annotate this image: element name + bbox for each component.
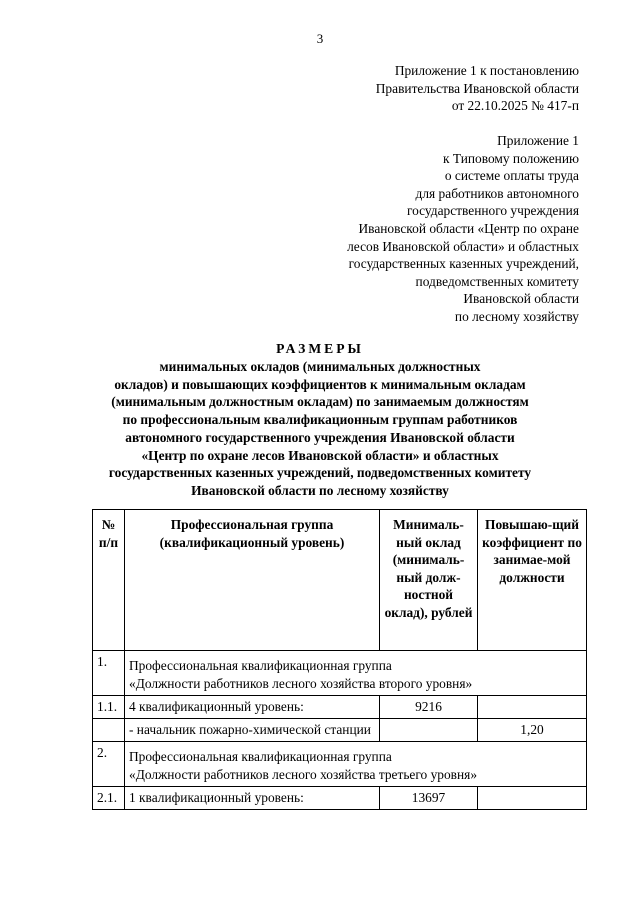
salary-rates-table [92, 509, 587, 810]
raising-coefficient [478, 787, 587, 810]
subtitle-line: автономного государственного учреждения Ивановской области [125, 429, 515, 445]
qualification-level: 1 квалификационный уровень: [125, 787, 380, 810]
appendix-line: для работников автономного [415, 185, 579, 201]
appendix-line: о системе оплаты труда [444, 168, 579, 184]
appendix-line: к Типовому положению [443, 150, 579, 166]
appendix-header-resolution [376, 62, 579, 115]
table-header-row [93, 510, 587, 651]
row-number: 1. [93, 651, 125, 696]
position-name: - начальник пожарно-химической станции [125, 719, 380, 742]
appendix-line: по лесному хозяйству [454, 308, 579, 324]
row-number: 2.1. [93, 787, 125, 810]
header-raising-coefficient: Повышаю-щий коэффициент по занимае-мой должности [478, 510, 587, 651]
row-number [93, 719, 125, 742]
group-title [125, 742, 587, 787]
subtitle-line: государственных казенных учреждений, подведомственных комитету [108, 465, 532, 481]
appendix-line: Ивановской области [463, 291, 579, 307]
appendix-line: Приложение 1 к постановлению [394, 63, 579, 78]
header-number: № п/п [93, 510, 125, 651]
group-title-line: Профессиональная квалификационная группа [129, 749, 392, 764]
subtitle-line: по профессиональным квалификационным группам работников [122, 412, 518, 428]
subtitle-line: «Центр по охране лесов Ивановской области» и областных [141, 447, 499, 463]
subtitle-line: Ивановской области по лесному хозяйству [191, 482, 449, 498]
minimum-salary: 13697 [380, 787, 478, 810]
raising-coefficient: 1,20 [478, 719, 587, 742]
minimum-salary [380, 719, 478, 742]
group-title-line: «Должности работников лесного хозяйства третьего уровня» [129, 767, 478, 782]
document-title: РАЗМЕРЫ [276, 341, 364, 356]
appendix-line: государственного учреждения [406, 203, 579, 219]
page-number: 3 [316, 31, 324, 46]
table-row [93, 742, 587, 787]
table-row [93, 719, 587, 742]
group-title-line: Профессиональная квалификационная группа [129, 658, 392, 673]
appendix-line: от 22.10.2025 № 417-п [451, 98, 579, 114]
document-subtitle [0, 358, 640, 500]
subtitle-line: окладов) и повышающих коэффициентов к минимальным окладам [114, 376, 526, 392]
table-row [93, 787, 587, 810]
minimum-salary: 9216 [380, 696, 478, 719]
row-number: 2. [93, 742, 125, 787]
appendix-line: Правительства Ивановской области [375, 80, 579, 96]
table-row [93, 696, 587, 719]
appendix-line: лесов Ивановской области» и областных [347, 238, 579, 254]
appendix-line: Приложение 1 [497, 133, 579, 148]
appendix-header-regulation [347, 132, 579, 326]
group-title-line: «Должности работников лесного хозяйства второго уровня» [129, 676, 473, 691]
subtitle-line: (минимальным должностным окладам) по занимаемым должностям [111, 394, 529, 410]
row-number: 1.1. [93, 696, 125, 719]
appendix-line: государственных казенных учреждений, [348, 256, 579, 272]
appendix-line: подведомственных комитету [415, 273, 579, 289]
raising-coefficient [478, 696, 587, 719]
subtitle-line: минимальных окладов (минимальных должностных [159, 359, 481, 374]
table-row [93, 651, 587, 696]
header-minimum-salary: Минималь-ный оклад (минималь-ный долж-ностной оклад), рублей [380, 510, 478, 651]
header-professional-group: Профессиональная группа (квалификационный уровень) [125, 510, 380, 651]
qualification-level: 4 квалификационный уровень: [125, 696, 380, 719]
appendix-line: Ивановской области «Центр по охране [358, 220, 579, 236]
group-title [125, 651, 587, 696]
